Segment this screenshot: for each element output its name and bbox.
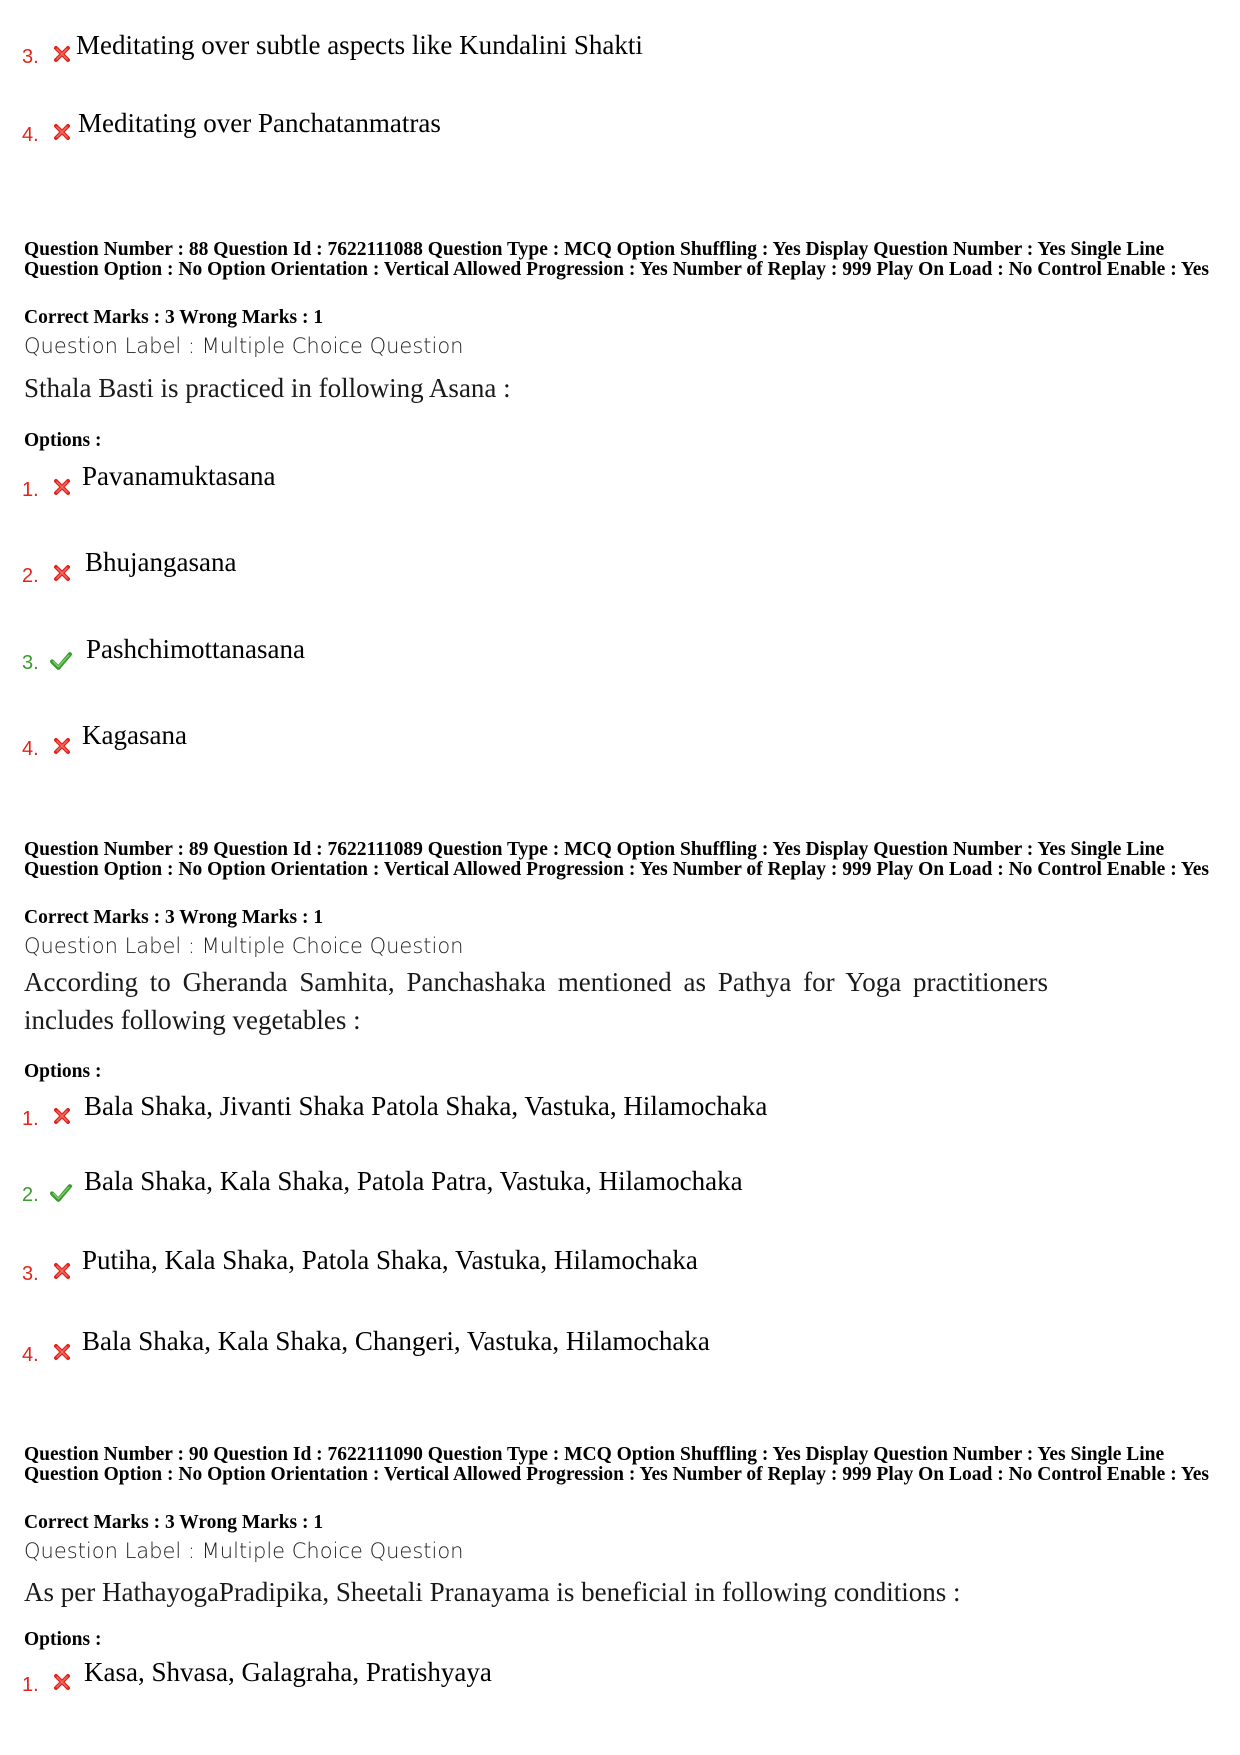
question-text: As per HathayogaPradipika, Sheetali Pranayama is beneficial in following conditions : [24,1577,961,1607]
option-text: Bala Shaka, Kala Shaka, Changeri, Vastuka, Hilamochaka [82,1326,710,1356]
cross-icon [52,44,72,64]
question-meta: Question Number : 90 Question Id : 7622111090 Question Type : MCQ Option Shuffling : Yes Display Question Number : Yes Single Line Question Option : No Option Orientation : Vertical Allowed Progression : Yes Number of Replay : 999 Play On Load : No Control Enable : Yes [24,1444,1210,1485]
option-text: Pavanamuktasana [82,461,276,491]
question-meta: Question Number : 88 Question Id : 7622111088 Question Type : MCQ Option Shuffling : Yes Display Question Number : Yes Single Line Question Option : No Option Orientation : Vertical Allowed Progression : Yes Number of Replay : 999 Play On Load : No Control Enable : Yes [24,239,1210,280]
option-item [22,108,1122,148]
cross-icon [52,1672,72,1692]
option-number: 1. [22,479,39,501]
options-heading: Options : [24,1061,102,1082]
option-number: 1. [22,1674,39,1696]
option-number: 4. [22,124,39,146]
cross-icon [52,1261,72,1281]
option-item [22,634,1122,674]
option-text: Kasa, Shvasa, Galagraha, Pratishyaya [84,1657,492,1687]
question-marks: Correct Marks : 3 Wrong Marks : 1 [24,907,324,928]
option-item [22,1326,1122,1366]
option-text: Putiha, Kala Shaka, Patola Shaka, Vastuka, Hilamochaka [82,1245,698,1275]
option-number: 3. [22,1263,39,1285]
option-item [22,1166,1122,1206]
question-text: According to Gheranda Samhita, Panchashaka mentioned as Pathya for Yoga practitioners includes following vegetables : [24,967,1048,1035]
option-number: 1. [22,1108,39,1130]
option-item [22,720,1122,760]
cross-icon [52,477,72,497]
option-item [22,547,1122,587]
check-icon [50,650,72,672]
cross-icon [52,563,72,583]
option-number: 3. [22,46,39,68]
option-number: 2. [22,565,39,587]
option-text: Bhujangasana [85,547,237,577]
option-text: Bala Shaka, Kala Shaka, Patola Patra, Vastuka, Hilamochaka [84,1166,743,1196]
option-text: Bala Shaka, Jivanti Shaka Patola Shaka, Vastuka, Hilamochaka [84,1091,768,1121]
cross-icon [52,736,72,756]
question-marks: Correct Marks : 3 Wrong Marks : 1 [24,1512,324,1533]
question-meta: Question Number : 89 Question Id : 7622111089 Question Type : MCQ Option Shuffling : Yes Display Question Number : Yes Single Line Question Option : No Option Orientation : Vertical Allowed Progression : Yes Number of Replay : 999 Play On Load : No Control Enable : Yes [24,839,1210,880]
option-text: Kagasana [82,720,187,750]
option-number: 3. [22,652,39,674]
option-item [22,1657,1122,1697]
question-label: Question Label : Multiple Choice Question [24,1539,464,1563]
cross-icon [52,1106,72,1126]
option-number: 4. [22,1344,39,1366]
cross-icon [52,122,72,142]
options-heading: Options : [24,430,102,451]
option-text: Meditating over Panchatanmatras [78,108,441,138]
option-text: Meditating over subtle aspects like Kundalini Shakti [76,30,643,60]
options-heading: Options : [24,1629,102,1650]
check-icon [50,1182,72,1204]
option-item [22,461,1122,501]
question-label: Question Label : Multiple Choice Question [24,934,464,958]
question-text: Sthala Basti is practiced in following Asana : [24,373,511,403]
option-text: Pashchimottanasana [86,634,305,664]
question-marks: Correct Marks : 3 Wrong Marks : 1 [24,307,324,328]
option-number: 4. [22,738,39,760]
question-label: Question Label : Multiple Choice Question [24,334,464,358]
option-item [22,1245,1122,1285]
option-number: 2. [22,1184,39,1206]
option-item [22,30,1122,70]
cross-icon [52,1342,72,1362]
option-item [22,1091,1122,1131]
